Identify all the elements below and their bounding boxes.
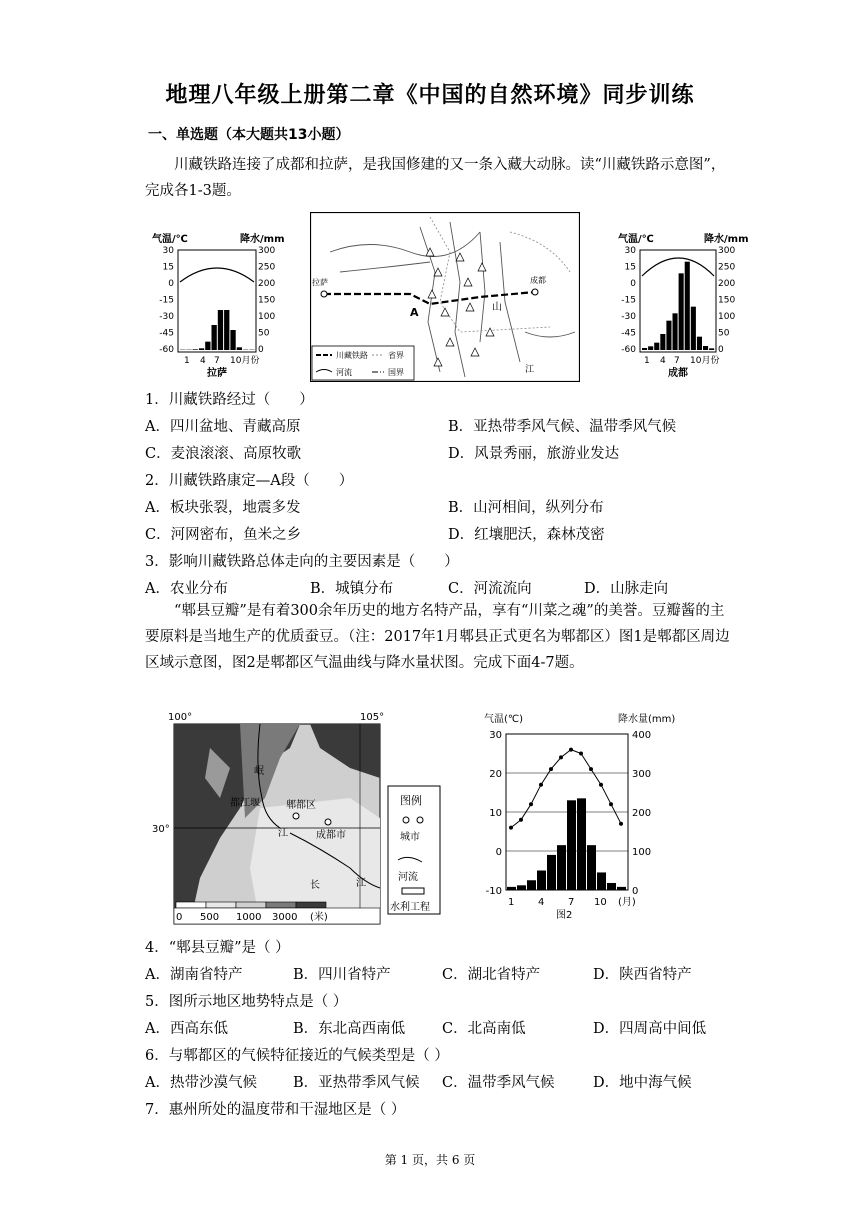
svg-text:4: 4 (660, 356, 666, 366)
tick-label: 0 (258, 345, 264, 355)
bar (193, 349, 198, 350)
svg-text:7: 7 (674, 356, 680, 366)
answer-option[interactable]: B．东北高西南低 (293, 1021, 406, 1037)
svg-text:105°: 105° (360, 712, 385, 723)
bar (703, 346, 708, 350)
tick-label: 15 (624, 262, 636, 273)
answer-option[interactable]: A．农业分布 (145, 581, 228, 597)
temperature-point (569, 748, 573, 752)
bar (679, 273, 684, 350)
bar (617, 887, 626, 890)
bar (507, 887, 516, 890)
svg-text:降水/mm: 降水/mm (240, 234, 285, 245)
svg-text:江: 江 (278, 828, 288, 839)
bar (224, 310, 229, 350)
answer-option[interactable]: C．河流流向 (448, 581, 532, 597)
answer-option[interactable]: C．温带季风气候 (442, 1075, 555, 1091)
tick-label: 30 (624, 246, 636, 256)
temperature-point (509, 826, 513, 830)
answer-option[interactable]: A．板块张裂，地震多发 (145, 500, 301, 516)
tick-label: -15 (621, 295, 636, 306)
svg-text:省界: 省界 (388, 351, 404, 360)
question-stem: 5．图所示地区地势特点是（ ） (145, 994, 348, 1010)
tick-label: 20 (489, 769, 502, 780)
tick-label: -30 (621, 312, 636, 322)
chengdu-climate-chart (612, 230, 762, 382)
svg-text:长: 长 (310, 880, 320, 891)
svg-text:成都: 成都 (668, 368, 688, 379)
bar (237, 347, 242, 350)
svg-text:水利工程: 水利工程 (390, 902, 430, 913)
svg-text:500: 500 (200, 912, 220, 923)
svg-text:10月份: 10月份 (230, 356, 260, 366)
temperature-point (619, 822, 623, 826)
tick-label: 0 (632, 886, 639, 897)
svg-text:3000: 3000 (272, 912, 298, 923)
svg-text:岷: 岷 (254, 766, 264, 777)
svg-text:河流: 河流 (398, 872, 418, 883)
tick-label: 150 (718, 295, 736, 306)
bar (597, 872, 606, 890)
tick-label: 0 (495, 847, 502, 858)
tick-label: 30 (162, 246, 174, 256)
svg-text:4: 4 (538, 897, 545, 908)
tick-label: 200 (632, 808, 652, 819)
temperature-point (549, 767, 553, 771)
question-stem: 1．川藏铁路经过（ ） (145, 392, 314, 408)
bar (557, 845, 566, 890)
svg-text:10月份: 10月份 (690, 356, 720, 366)
tick-label: 200 (258, 279, 276, 289)
svg-text:100°: 100° (168, 712, 193, 723)
bar (230, 330, 235, 350)
tick-label: 50 (258, 328, 270, 339)
tick-label: -60 (159, 345, 174, 355)
svg-text:国界: 国界 (388, 368, 404, 377)
tick-label: -30 (159, 312, 174, 322)
svg-text:(米): (米) (310, 912, 328, 923)
temperature-point (579, 752, 583, 756)
answer-option[interactable]: B．亚热带季风气候、温带季风气候 (448, 419, 677, 435)
tick-label: 30 (489, 730, 502, 741)
question-stem: 4．“郫县豆瓣”是（ ） (145, 940, 290, 956)
bar (547, 855, 556, 890)
tick-label: 400 (632, 730, 652, 741)
tick-label: 150 (258, 295, 276, 306)
svg-text:气温/℃: 气温/℃ (618, 234, 654, 245)
question-stem: 7．惠州所处的温度带和干湿地区是（ ） (145, 1102, 406, 1118)
temperature-point (519, 818, 523, 822)
tick-label: 250 (258, 262, 276, 273)
svg-text:4: 4 (200, 356, 206, 366)
svg-text:气温/℃: 气温/℃ (152, 234, 188, 245)
tick-label: -15 (159, 295, 174, 306)
tick-label: -60 (621, 345, 636, 355)
answer-option[interactable]: D．陕西省特产 (593, 967, 692, 983)
svg-text:(月): (月) (618, 897, 636, 908)
question-stem: 2．川藏铁路康定—A段（ ） (145, 473, 354, 489)
svg-text:A: A (410, 306, 419, 319)
tick-label: 0 (718, 345, 724, 355)
bar (517, 885, 526, 890)
bar (205, 342, 210, 350)
answer-option[interactable]: B．亚热带季风气候 (293, 1075, 420, 1091)
tick-label: -45 (621, 328, 636, 339)
svg-text:江: 江 (525, 365, 535, 375)
svg-text:图例: 图例 (400, 794, 422, 807)
bar (648, 346, 653, 350)
question-stem: 6．与郫都区的气候特征接近的气候类型是（ ） (145, 1048, 449, 1064)
tick-label: 300 (632, 769, 652, 780)
answer-option[interactable]: B．山河相间，纵列分布 (448, 500, 604, 516)
svg-text:1: 1 (184, 356, 190, 366)
bar (666, 321, 671, 350)
svg-text:川藏铁路: 川藏铁路 (336, 351, 368, 360)
intro-paragraph-1: 川藏铁路连接了成都和拉萨，是我国修建的又一条入藏大动脉。读“川藏铁路示意图”，完成各1-3题。 (145, 157, 726, 199)
tick-label: 300 (718, 246, 736, 256)
bar (709, 348, 714, 350)
svg-text:成都: 成都 (530, 276, 546, 285)
bar (654, 343, 659, 350)
tick-label: 300 (258, 246, 276, 256)
answer-option[interactable]: A．四川盆地、青藏高原 (145, 419, 301, 435)
bar (537, 871, 546, 891)
tick-label: 0 (630, 279, 636, 289)
svg-text:图2: 图2 (556, 910, 573, 921)
tick-label: -10 (485, 886, 502, 897)
svg-text:郫都区: 郫都区 (286, 800, 316, 811)
svg-text:1: 1 (508, 897, 515, 908)
bar (691, 307, 696, 350)
tick-label: 100 (718, 312, 736, 322)
page-title: 地理八年级上册第二章《中国的自然环境》同步训练 (165, 82, 695, 108)
bar (587, 845, 596, 890)
temperature-point (539, 783, 543, 787)
svg-text:7: 7 (214, 356, 220, 366)
bar (685, 262, 690, 350)
answer-option[interactable]: C．北高南低 (442, 1021, 526, 1037)
bar (527, 880, 536, 890)
svg-text:城市: 城市 (400, 832, 420, 843)
temperature-point (599, 783, 603, 787)
svg-text:拉萨: 拉萨 (207, 368, 227, 379)
answer-option[interactable]: D．山脉走向 (584, 581, 669, 597)
svg-text:0: 0 (176, 912, 183, 923)
tick-label: 0 (168, 279, 174, 289)
sichuan-tibet-railway-map (310, 212, 580, 382)
bar (673, 313, 678, 350)
section-heading: 一、单选题（本大题共13小题） (148, 127, 350, 143)
svg-text:7: 7 (568, 897, 575, 908)
tick-label: 15 (162, 262, 174, 273)
answer-option[interactable]: B．四川省特产 (293, 967, 391, 983)
tick-label: 250 (718, 262, 736, 273)
svg-text:降水量(mm): 降水量(mm) (618, 714, 676, 725)
svg-text:降水/mm: 降水/mm (704, 234, 749, 245)
pidu-region-map (150, 708, 450, 930)
answer-option[interactable]: D．四周高中间低 (593, 1021, 707, 1037)
svg-text:河流: 河流 (336, 368, 352, 377)
bar (577, 798, 586, 890)
svg-text:拉萨: 拉萨 (312, 278, 328, 287)
bar (642, 348, 647, 350)
answer-option[interactable]: D．风景秀丽，旅游业发达 (448, 446, 620, 462)
svg-text:1: 1 (644, 356, 650, 366)
svg-text:气温(℃): 气温(℃) (484, 714, 524, 725)
answer-option[interactable]: A．湖南省特产 (145, 967, 243, 983)
temperature-point (559, 755, 563, 759)
svg-text:都江堰: 都江堰 (230, 798, 260, 809)
lhasa-climate-chart (150, 230, 300, 382)
bar (607, 883, 616, 890)
answer-option[interactable]: C．河网密布，鱼米之乡 (145, 527, 302, 543)
answer-option[interactable]: A．热带沙漠气候 (145, 1075, 257, 1091)
svg-text:10: 10 (594, 897, 607, 908)
svg-text:江: 江 (356, 878, 366, 889)
bar (218, 310, 223, 350)
answer-option[interactable]: C．麦浪滚滚、高原牧歌 (145, 446, 302, 462)
answer-option[interactable]: D．红壤肥沃，森林茂密 (448, 527, 605, 543)
intro-paragraph-2: “郫县豆瓣”是有着300余年历史的地方名特产品，享有“川菜之魂”的美誉。豆瓣酱的主要原料是当地生产的优质蚕豆。（注：2017年1月郫县正式更名为郫都区）图1是郫都区周边区域示意图，图2是郫都区气温曲线与降水量状图。完成下面4-7题。 (145, 603, 730, 671)
temperature-point (589, 767, 593, 771)
bar (212, 325, 217, 350)
tick-label: -45 (159, 328, 174, 339)
question-stem: 3．影响川藏铁路总体走向的主要因素是（ ） (145, 554, 459, 570)
tick-label: 100 (632, 847, 652, 858)
bar (567, 800, 576, 890)
temperature-point (609, 802, 613, 806)
temperature-point (529, 802, 533, 806)
answer-option[interactable]: B．城镇分布 (310, 581, 394, 597)
svg-text:1000: 1000 (236, 912, 262, 923)
page-footer: 第 1 页，共 6 页 (384, 1153, 476, 1167)
bar (660, 334, 665, 350)
tick-label: 200 (718, 279, 736, 289)
svg-text:山: 山 (492, 302, 502, 313)
bar (697, 337, 702, 350)
answer-option[interactable]: D．地中海气候 (593, 1075, 692, 1091)
answer-option[interactable]: A．西高东低 (145, 1021, 228, 1037)
tick-label: 10 (489, 808, 502, 819)
pidu-climate-chart (478, 708, 688, 930)
svg-text:30°: 30° (152, 824, 170, 835)
bar (199, 348, 204, 350)
tick-label: 100 (258, 312, 276, 322)
answer-option[interactable]: C．湖北省特产 (442, 967, 541, 983)
tick-label: 50 (718, 328, 730, 339)
svg-text:成都市: 成都市 (316, 830, 346, 841)
